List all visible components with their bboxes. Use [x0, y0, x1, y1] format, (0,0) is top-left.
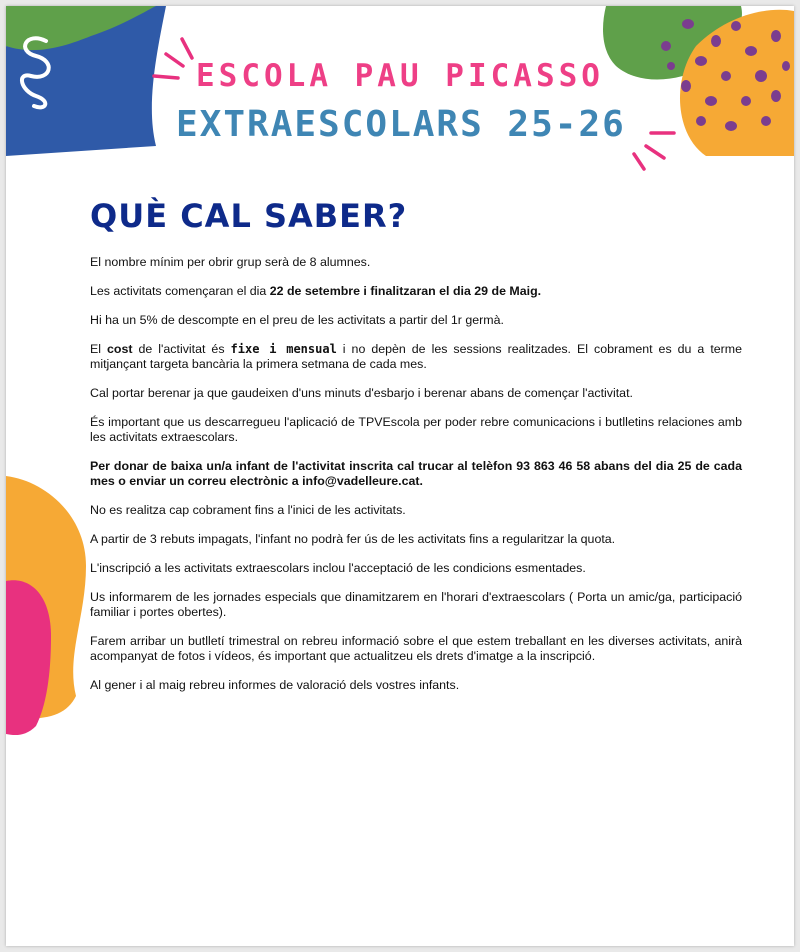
paragraph-conditions: L'inscripció a les activitats extraescolars inclou l'acceptació de les condicions esmentades.: [90, 561, 586, 575]
cost-text-e: i no depèn de les sessions realitzades. El cobrament es du a terme mitjançant targeta bancària la primera setmana de cada mes.: [90, 342, 742, 371]
sparkle-left-icon: [154, 39, 192, 78]
paragraph-dates: [90, 284, 742, 299]
unsubscribe-bold: Per donar de baixa un/a infant de l'activitat inscrita cal trucar al telèfon 93 863 46 58 abans del dia 25 de cada mes o enviar un correu electrònic a info@vadelleure.cat.: [90, 459, 742, 488]
cost-text-c: de l'activitat és: [132, 342, 231, 356]
cost-bold: cost: [107, 342, 133, 356]
paragraph-app: És important que us descarregueu l'aplicació de TPVEscola per poder rebre comunicacions i butlletins relaciones amb les activitats extraescolars.: [90, 415, 742, 444]
paragraph-newsletter: Farem arribar un butlletí trimestral on rebreu informació sobre el que estem treballant en les diverses activitats, anirà acompanyat de fotos i vídeos, és important que actualitzeu els drets d'imatge a la inscripció.: [90, 634, 742, 663]
paragraph-reports: Al gener i al maig rebreu informes de valoració dels vostres infants.: [90, 678, 460, 692]
paragraph-unpaid: A partir de 3 rebuts impagats, l'infant no podrà fer ús de les activitats fins a regularitzar la quota.: [90, 532, 616, 546]
school-name: ESCOLA PAU PICASSO: [196, 58, 604, 94]
dates-bold: 22 de setembre i finalitzaran el dia 29 de Maig.: [269, 284, 542, 298]
paragraph-unsubscribe: [90, 459, 742, 489]
section-heading: QUÈ CAL SABER?: [90, 197, 408, 235]
document-page: [6, 6, 794, 946]
paragraph-discount: Hi ha un 5% de descompte en el preu de les activitats a partir del 1r germà.: [90, 313, 504, 327]
sparkle-right-icon: [634, 133, 674, 169]
paragraph-no-charge: No es realitza cap cobrament fins a l'inici de les activitats.: [90, 503, 406, 517]
info-list: [90, 255, 742, 707]
dates-text: Les activitats començaran el dia: [90, 284, 270, 298]
cost-text-a: El: [90, 342, 108, 356]
paragraph-snack: Cal portar berenar ja que gaudeixen d'uns minuts d'esbarjo i berenar abans de començar l'activitat.: [90, 386, 633, 400]
paragraph-min-students: El nombre mínim per obrir grup serà de 8 alumnes.: [90, 255, 371, 269]
paragraph-cost: [90, 342, 742, 372]
cost-fixed-bold: fixe i mensual: [230, 342, 337, 356]
program-subtitle: EXTRAESCOLARS 25-26: [176, 104, 626, 145]
paragraph-special-days: Us informarem de les jornades especials que dinamitzarem en l'horari d'extraescolars ( Porta un amic/ga, participació familiar i portes obertes).: [90, 590, 742, 619]
